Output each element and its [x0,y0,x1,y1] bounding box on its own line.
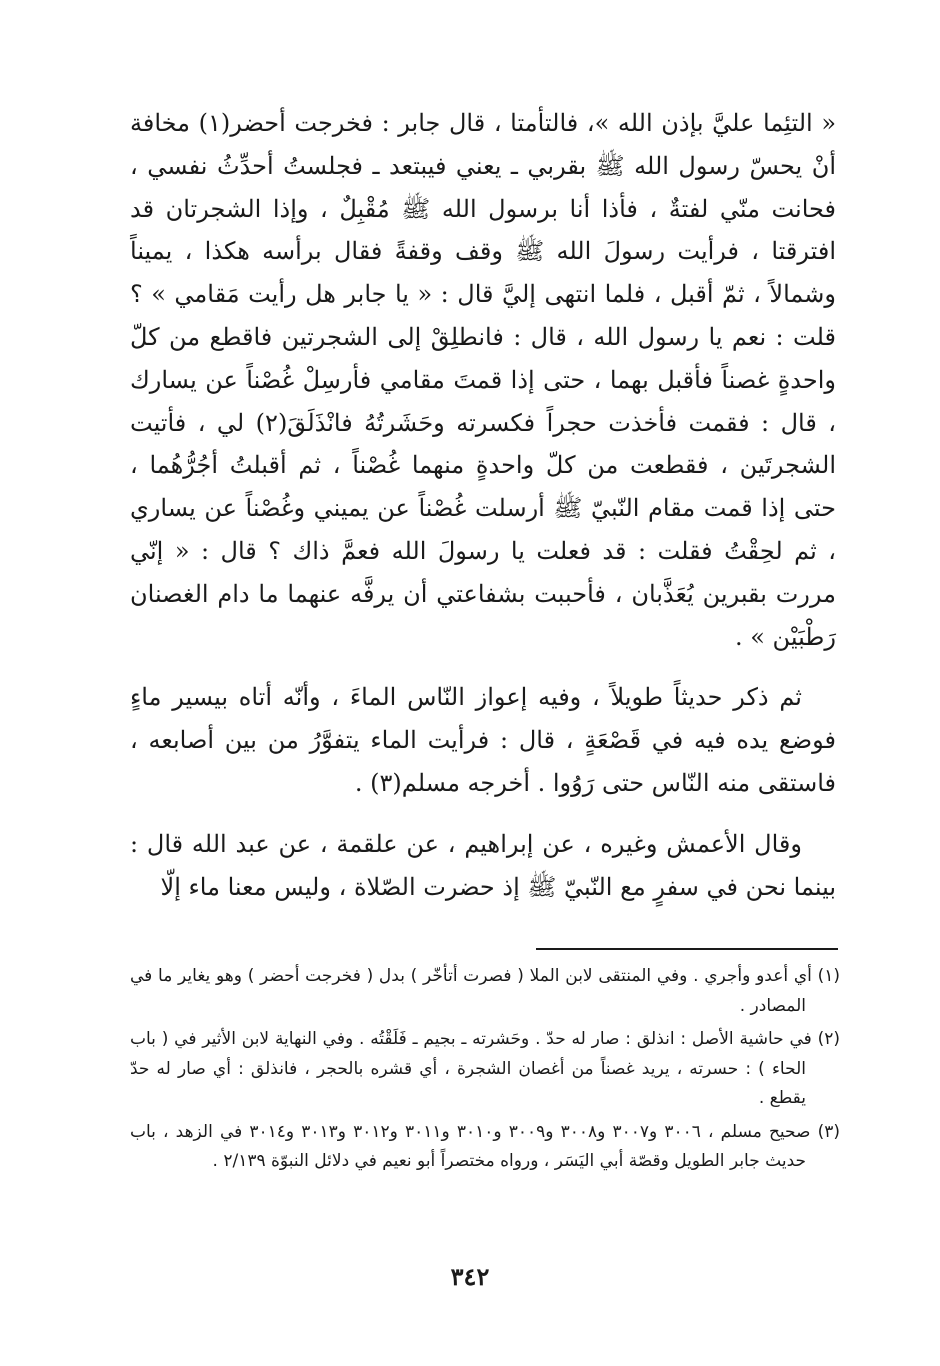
paragraph-1: « التئِما عليَّ بإذن الله »، فالتأمتا ، قال جابر : فخرجت أحضر(١) مخافة أنْ يحسّ رسول الله ﷺ بقربي ـ يعني فيبتعد ـ فجلستُ أحدِّثُ نفسي ، فحانت منّي لفتةٌ ، فأذا أنا برسول الله ﷺ مُقْبِلٌ ، وإذا الشجرتان قد افترقتا ، فرأيت رسولَ الله ﷺ وقف وقفةً فقال برأسه هكذا ، يميناً وشمالاً ، ثمّ أقبل ، فلما انتهى إليَّ قال : « يا جابر هل رأيت مَقامي » ؟ قلت : نعم يا رسول الله ، قال : فانطلِقْ إلى الشجرتين فاقطع من كلّ واحدةٍ غصناً فأقبل بهما ، حتى إذا قمتَ مقامي فأرسِلْ غُصْناً عن يسارك ، قال : فقمت فأخذت حجراً فكسرته وحَشَرتُهُ فانْذَلَقَ(٢) لي ، فأتيت الشجرتَين ، فقطعت من كلّ واحدةٍ منهما غُصْناً ، ثم أقبلتُ أجُرُّهُما ، حتى إذا قمت مقام النّبيّ ﷺ أرسلت غُصْناً عن يميني وغُصْناً عن يساري ، ثم لحِقْتُ فقلت : قد فعلت يا رسولَ الله فعمَّ ذاك ؟ قال : « إنّي مررت بقبرين يُعَذَّبان ، فأحببت بشفاعتي أن يرفَّه عنهما ما دام الغصنان رَطْبَيْن » . [130,109,836,651]
footnote-1: (١) أي أعدو وأجري . وفي المنتقى لابن الملا ( فصرت أتأخّر ) بدل ( فخرجت أحضر ) وهو يغاير ما في المصادر . [130,966,840,1016]
paragraph-2: ثم ذكر حديثاً طويلاً ، وفيه إعواز النّاس الماءَ ، وأنّه أتاه بيسير ماءٍ فوضع يده فيه في قَصْعَةٍ ، قال : فرأيت الماء يتفوَّرُ من بين أصابعه ، فاستقى منه النّاس حتى رَوُوا . أخرجه مسلم(٣) . [130,683,837,797]
footnote-divider [536,948,838,950]
footnote-3: (٣) صحيح مسلم ، ٣٠٠٦ و٣٠٠٧ و٣٠٠٨ و٣٠٠٩ و٣٠١٠ و٣٠١١ و٣٠١٢ و٣٠١٣ و٣٠١٤ في الزهد ، باب حديث جابر الطويل وقصّة أبي اليَسَر ، ورواه مختصراً أبو نعيم في دلائل النبوّة ٢/١٣٩ . [130,1121,841,1171]
footnote-2: (٢) في حاشية الأصل : انذلق : صار له حدّ . وحَشرته ـ بجيم ـ فَلَقْتُه . وفي النهاية لابن الأثير في ( باب الحاء ) : حسرته ، يريد غصناً من أغصان الشجرة ، أي قشره بالحجر ، فانذلق : أي صار له حدّ يقطع . [130,1029,840,1108]
paragraph-3: وقال الأعمش وغيره ، عن إبراهيم ، عن علقمة ، عن عبد الله قال : بينما نحن في سفرٍ مع النّبيّ ﷺ إذ حضرت الصّلاة ، وليس معنا ماء إلّا [130,829,836,901]
footnotes [130,962,840,1181]
page-number: ٣٤٢ [450,1262,490,1291]
main-text [130,102,836,908]
